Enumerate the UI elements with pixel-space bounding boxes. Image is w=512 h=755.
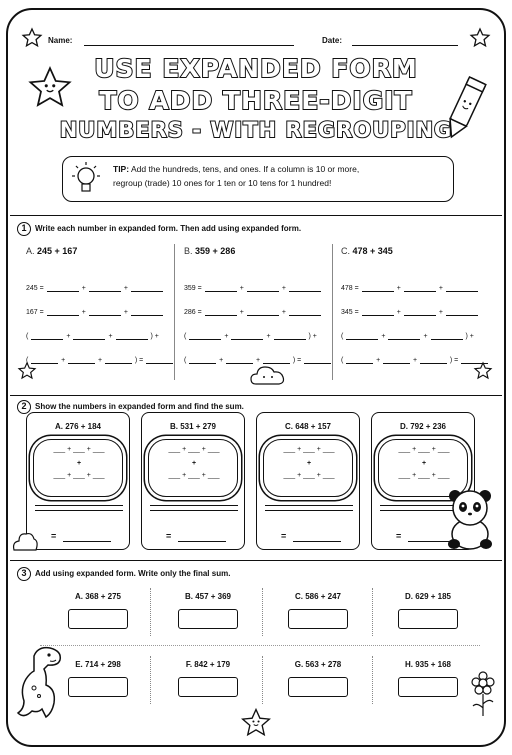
divider	[150, 588, 151, 636]
answer-blank[interactable]	[73, 339, 105, 340]
answer-blank[interactable]	[47, 291, 79, 292]
divider	[10, 560, 502, 561]
answer-box[interactable]	[288, 677, 348, 697]
name-label: Name:	[48, 36, 73, 45]
answer-blank[interactable]	[404, 315, 436, 316]
divider	[150, 656, 151, 704]
answer-blank[interactable]	[431, 339, 463, 340]
divider	[10, 215, 502, 216]
cloud-workspace: ___ + ___ + ___ + ___ + ___ + ___	[263, 439, 353, 497]
answer-blank[interactable]	[116, 339, 148, 340]
answer-blank[interactable]	[446, 315, 478, 316]
final-sum-b: B. 457 + 369	[158, 592, 258, 629]
answer-blank[interactable]	[388, 339, 420, 340]
answer-blank[interactable]	[205, 291, 237, 292]
answer-blank[interactable]	[205, 315, 237, 316]
answer-blank[interactable]	[461, 363, 488, 364]
sum-line	[265, 510, 353, 511]
answer-blank[interactable]	[231, 339, 263, 340]
divider	[372, 588, 373, 636]
answer-blank[interactable]	[189, 363, 216, 364]
answer-blank[interactable]	[89, 315, 121, 316]
answer-blank[interactable]	[274, 339, 306, 340]
answer-blank[interactable]	[226, 363, 253, 364]
cloud-icon	[250, 364, 286, 388]
answer-blank[interactable]	[247, 291, 279, 292]
name-field[interactable]	[84, 45, 294, 46]
answer-blank[interactable]	[31, 339, 63, 340]
answer-box[interactable]	[178, 677, 238, 697]
answer-blank[interactable]	[131, 291, 163, 292]
answer-blank[interactable]	[247, 315, 279, 316]
cloud-workspace: ___ + ___ + ___ + ___ + ___ + ___	[148, 439, 238, 497]
final-sum-a: A. 368 + 275	[48, 592, 148, 629]
cloud-workspace: ___ + ___ + ___ + ___ + ___ + ___	[378, 439, 468, 497]
tip-line-1: TIP: Add the hundreds, tens, and ones. If a column is 10 or more,	[113, 164, 360, 174]
section-1-heading: 1 Write each number in expanded form. Then add using expanded form.	[17, 222, 301, 236]
answer-box[interactable]	[288, 609, 348, 629]
title-line-3: NUMBERS - WITH REGROUPING	[59, 118, 453, 142]
answer-blank[interactable]	[146, 363, 173, 364]
answer-blank[interactable]	[31, 363, 58, 364]
answer-blank[interactable]	[68, 363, 95, 364]
panda-icon	[442, 486, 498, 552]
answer-box[interactable]	[68, 677, 128, 697]
answer-blank[interactable]	[131, 315, 163, 316]
problem-a: A. 245 + 167 245 = + + 167 = + + ( + + ) + ( + + ) =	[26, 246, 176, 364]
divider	[174, 244, 175, 380]
star-icon	[18, 362, 36, 380]
problem-b: B. 359 + 286 359 = + + 286 = + + ( + + ) + ( + + ) =	[184, 246, 334, 364]
sum-line	[35, 505, 123, 506]
answer-blank[interactable]	[383, 363, 410, 364]
lightbulb-icon	[68, 160, 104, 198]
problem-c: C. 478 + 345 478 = + + 345 = + + ( + + ) + ( + + ) =	[341, 246, 491, 364]
final-sum-d: D. 629 + 185	[378, 592, 478, 629]
answer-blank[interactable]	[420, 363, 447, 364]
section-3-heading: 3 Add using expanded form. Write only the final sum.	[17, 567, 230, 581]
dinosaur-icon	[14, 644, 66, 720]
final-sum-e: E. 714 + 298	[48, 660, 148, 697]
date-field[interactable]	[352, 45, 458, 46]
divider	[10, 395, 502, 396]
star-icon	[474, 362, 492, 380]
bush-icon	[12, 528, 38, 552]
sum-line	[265, 505, 353, 506]
divider	[332, 244, 333, 380]
final-sum-g: G. 563 + 278	[268, 660, 368, 697]
title-line-1: USE EXPANDED FORM	[94, 54, 418, 83]
answer-box[interactable]	[398, 677, 458, 697]
star-icon	[470, 28, 490, 48]
answer-blank[interactable]	[47, 315, 79, 316]
answer-blank[interactable]	[346, 339, 378, 340]
sum-line	[150, 510, 238, 511]
expanded-card-c: C. 648 + 157 ___ + ___ + ___ + ___ + ___ + ___ =	[256, 412, 360, 550]
answer-blank[interactable]	[293, 541, 341, 542]
section-2-heading: 2 Show the numbers in expanded form and find the sum.	[17, 400, 244, 414]
answer-blank[interactable]	[289, 315, 321, 316]
final-sum-f: F. 842 + 179	[158, 660, 258, 697]
expanded-card-b: B. 531 + 279 ___ + ___ + ___ + ___ + ___ + ___ =	[141, 412, 245, 550]
tip-label: TIP:	[113, 164, 130, 174]
divider	[372, 656, 373, 704]
final-sum-h: H. 935 + 168	[378, 660, 478, 697]
answer-blank[interactable]	[362, 315, 394, 316]
answer-blank[interactable]	[289, 291, 321, 292]
flower-icon	[468, 670, 498, 718]
divider	[262, 656, 263, 704]
date-label: Date:	[322, 36, 343, 45]
star-icon	[22, 28, 42, 48]
final-sum-c: C. 586 + 247	[268, 592, 368, 629]
tip-line-2: regroup (trade) 10 ones for 1 ten or 10 tens for 1 hundred!	[113, 178, 332, 188]
answer-box[interactable]	[398, 609, 458, 629]
answer-box[interactable]	[68, 609, 128, 629]
sum-line	[35, 510, 123, 511]
answer-blank[interactable]	[446, 291, 478, 292]
answer-blank[interactable]	[105, 363, 132, 364]
divider	[262, 588, 263, 636]
title-line-2: TO ADD THREE-DIGIT	[99, 86, 413, 115]
answer-blank[interactable]	[189, 339, 221, 340]
answer-blank[interactable]	[346, 363, 373, 364]
expanded-card-d: D. 792 + 236 ___ + ___ + ___ + ___ + ___ + ___ =	[371, 412, 475, 550]
answer-box[interactable]	[178, 609, 238, 629]
smiling-star-icon	[241, 708, 271, 738]
sum-line	[150, 505, 238, 506]
answer-blank[interactable]	[178, 541, 226, 542]
expanded-card-a: A. 276 + 184 ___ + ___ + ___ + ___ + ___ + ___ =	[26, 412, 130, 550]
answer-blank[interactable]	[404, 291, 436, 292]
answer-blank[interactable]	[304, 363, 331, 364]
cloud-workspace: ___ + ___ + ___ + ___ + ___ + ___	[33, 439, 123, 497]
tip-box	[62, 156, 454, 202]
answer-blank[interactable]	[362, 291, 394, 292]
answer-blank[interactable]	[89, 291, 121, 292]
answer-blank[interactable]	[63, 541, 111, 542]
divider	[40, 645, 480, 646]
